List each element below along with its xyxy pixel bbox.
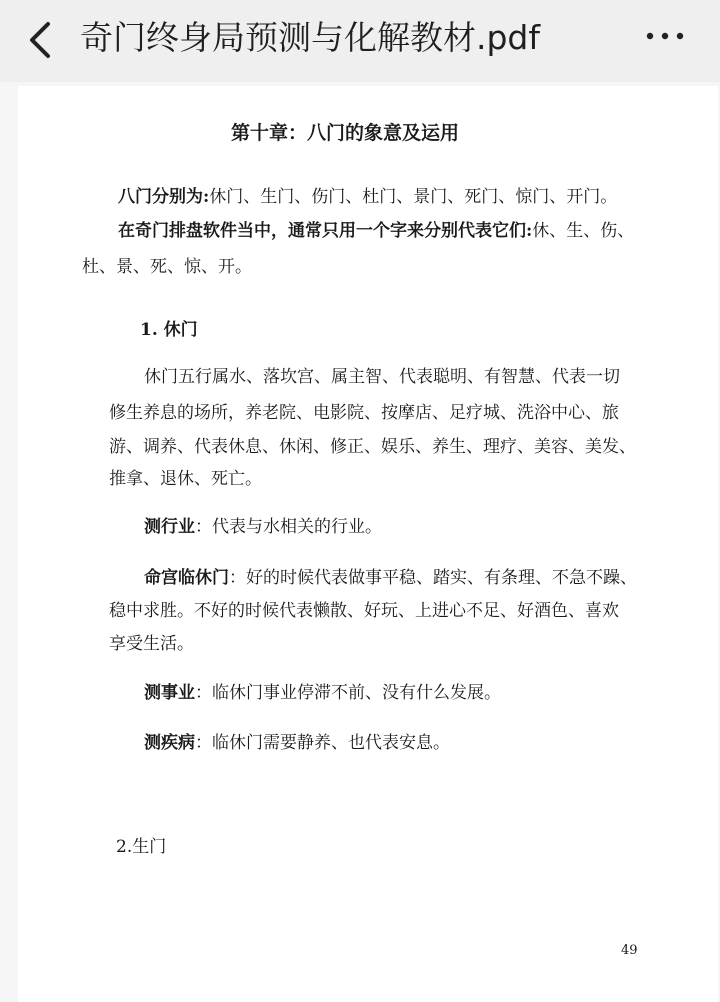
pdf-page: [18, 86, 718, 1002]
section-1-heading: 1. 休门: [140, 320, 198, 340]
section-1-desc-line-4: 推拿、退休、死亡。: [109, 469, 262, 489]
industry-label: 测行业: [144, 517, 195, 537]
section-1-desc-line-1: 休门五行属水、落坎宫、属主智、代表聪明、有智慧、代表一切: [144, 367, 620, 387]
career-text: ：临休门事业停滞不前、没有什么发展。: [195, 683, 501, 703]
industry-line: [144, 512, 382, 537]
page-number: 49: [621, 943, 638, 958]
illness-text: ：临休门需要静养、也代表安息。: [195, 733, 450, 753]
career-line: [144, 678, 501, 703]
intro-line-3: 杜、景、死、惊、开。: [82, 257, 252, 277]
illness-label: 测疾病: [144, 733, 195, 753]
intro-line-2: [118, 216, 634, 241]
chevron-left-icon[interactable]: [24, 20, 60, 60]
palace-text-1: ：好的时候代表做事平稳、踏实、有条理、不急不躁、: [229, 568, 637, 588]
intro-line-1: [118, 182, 617, 207]
palace-label: 命宫临休门: [144, 568, 229, 588]
palace-line-2: 稳中求胜。不好的时候代表懒散、好玩、上进心不足、好酒色、喜欢: [109, 601, 619, 621]
palace-line-1: [144, 563, 637, 588]
industry-text: ：代表与水相关的行业。: [195, 517, 382, 537]
more-dots-icon[interactable]: [644, 28, 686, 44]
section-2-heading: 2.生门: [116, 837, 167, 857]
document-title: 奇门终身局预测与化解教材.pdf: [80, 18, 541, 57]
section-1-desc-line-3: 游、调养、代表休息、休闲、修正、娱乐、养生、理疗、美容、美发、: [109, 437, 636, 457]
section-1-desc-line-2: 修生养息的场所，养老院、电影院、按摩店、足疗城、洗浴中心、旅: [109, 403, 619, 423]
intro-label-2: 在奇门排盘软件当中，通常只用一个字来分别代表它们:: [118, 221, 533, 241]
career-label: 测事业: [144, 683, 195, 703]
illness-line: [144, 728, 450, 753]
intro-text-1: 休门、生门、伤门、杜门、景门、死门、惊门、开门。: [209, 187, 618, 207]
top-bar: [0, 0, 720, 82]
palace-line-3: 享受生活。: [109, 634, 194, 654]
chapter-title: 第十章：八门的象意及运用: [231, 122, 460, 144]
intro-text-2: 休、生、伤、: [532, 221, 635, 241]
intro-label-1: 八门分别为:: [118, 187, 210, 207]
